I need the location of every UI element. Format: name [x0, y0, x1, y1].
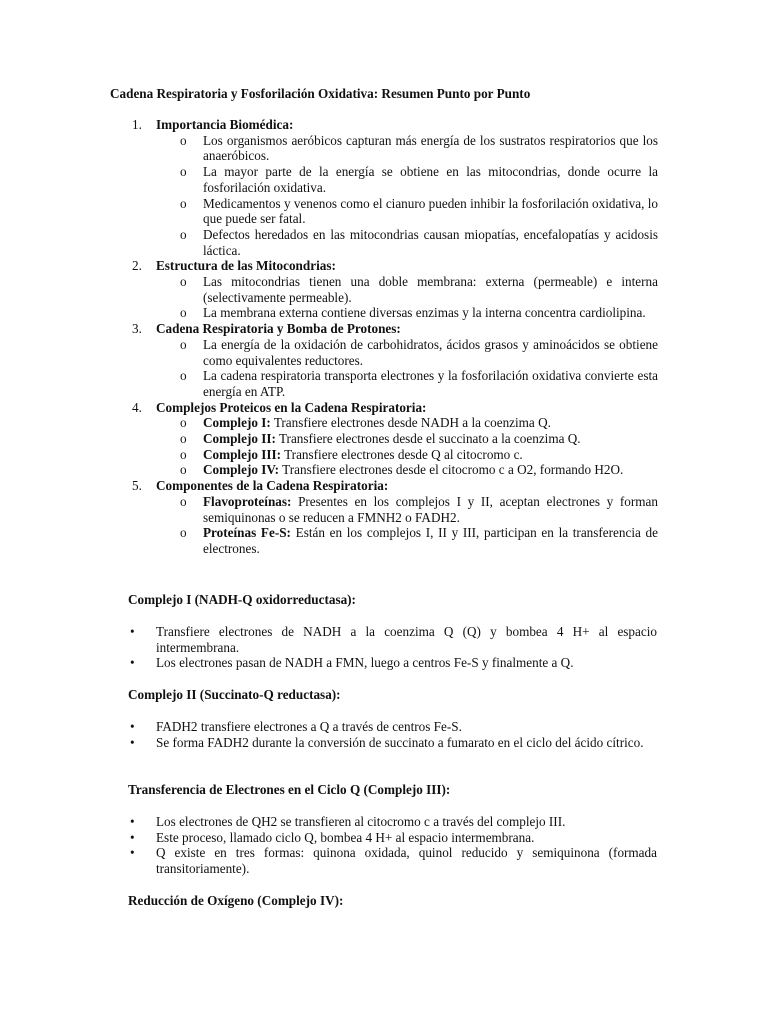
sub-list-body: Presentes en los complejos I y II, aceptan electrones y forman semiquinonas o se reducen a FMNH2 o FADH2.	[203, 493, 658, 525]
list-item-title: Cadena Respiratoria y Bomba de Protones:	[156, 321, 401, 337]
sub-list-marker: o	[180, 226, 187, 242]
sub-list-marker: o	[180, 431, 187, 446]
list-item-title: Complejos Proteicos en la Cadena Respiratoria:	[156, 399, 427, 415]
list-item-heading	[0, 400, 768, 416]
sub-list-item	[0, 196, 768, 227]
sub-list-marker: o	[180, 305, 187, 321]
bullet-list-item	[0, 624, 768, 655]
sub-list-item	[0, 494, 768, 525]
sub-list-text	[203, 196, 658, 227]
sub-list-item	[0, 164, 768, 195]
sub-list-text	[203, 462, 658, 478]
bullet-list-complejo-i	[0, 624, 768, 671]
bullet-icon: •	[130, 719, 135, 734]
section-heading-complejo-i: Complejo I (NADH-Q oxidorreductasa):	[128, 592, 356, 607]
sub-list-marker: o	[180, 132, 187, 148]
sub-list-item	[0, 305, 768, 321]
sub-list-marker: o	[180, 446, 187, 462]
bullet-list-item	[0, 845, 768, 876]
sub-list-item	[0, 227, 768, 258]
section-heading-reduccion-oxigeno: Reducción de Oxígeno (Complejo IV):	[128, 893, 344, 908]
sub-list-text	[203, 274, 658, 305]
bullet-list-item	[0, 719, 768, 735]
sub-list-marker: o	[180, 336, 187, 352]
sub-list-term: Flavoproteínas:	[203, 493, 292, 509]
sub-list-body: Medicamentos y venenos como el cianuro pueden inhibir la fosforilación oxidativa, lo que puede ser fatal.	[203, 195, 658, 227]
list-item-number: 5.	[132, 478, 142, 494]
sub-list-term: Complejo IV:	[203, 462, 280, 478]
bullet-icon: •	[130, 734, 135, 750]
sub-list-text	[203, 431, 658, 447]
list-item-number: 2.	[132, 258, 142, 274]
sub-list-marker: o	[180, 415, 187, 431]
list-item-title: Componentes de la Cadena Respiratoria:	[156, 478, 389, 494]
bullet-text: Se forma FADH2 durante la conversión de succinato a fumarato en el ciclo del ácido cítrico.	[156, 734, 644, 750]
sub-list-body: Defectos heredados en las mitocondrias causan miopatías, encefalopatías y acidosis láctica.	[203, 226, 658, 258]
list-item-heading	[0, 478, 768, 494]
bullet-list-complejo-ii	[0, 719, 768, 750]
sub-list-body: Los organismos aeróbicos capturan más energía de los sustratos respiratorios que los anaeróbicos.	[203, 132, 658, 164]
sub-list-text	[203, 447, 658, 463]
sub-list-text	[203, 337, 658, 368]
sub-list-body: Transfiere electrones desde Q al citocromo c.	[281, 446, 523, 462]
sub-list-item	[0, 337, 768, 368]
bullet-text: Transfiere electrones de NADH a la coenzima Q (Q) y bombea 4 H+ al espacio intermembrana.	[156, 624, 657, 655]
sub-list-term: Proteínas Fe-S:	[203, 525, 291, 541]
list-item-title: Estructura de las Mitocondrias:	[156, 258, 336, 274]
sub-list-body: La energía de la oxidación de carbohidratos, ácidos grasos y aminoácidos se obtiene como equivalentes reductores.	[203, 336, 658, 368]
bullet-icon: •	[130, 655, 135, 671]
bullet-text: FADH2 transfiere electrones a Q a través de centros Fe-S.	[156, 719, 462, 734]
sub-list-item	[0, 525, 768, 556]
sub-list-item	[0, 447, 768, 463]
sub-list-text	[203, 305, 658, 321]
bullet-icon: •	[130, 845, 135, 861]
section-heading-complejo-ii: Complejo II (Succinato-Q reductasa):	[128, 687, 341, 702]
sub-list-marker: o	[180, 525, 187, 541]
sub-list-text	[203, 415, 658, 431]
sub-list-text	[203, 494, 658, 525]
bullet-text: Los electrones de QH2 se transfieren al citocromo c a través del complejo III.	[156, 814, 566, 829]
list-item-heading	[0, 258, 768, 274]
sub-list-body: La mayor parte de la energía se obtiene en las mitocondrias, donde ocurre la fosforilación oxidativa.	[203, 164, 658, 195]
sub-list-term: Complejo III:	[203, 446, 282, 462]
sub-list-item	[0, 462, 768, 478]
sub-list-term: Complejo II:	[203, 431, 276, 446]
bullet-text: Este proceso, llamado ciclo Q, bombea 4 H+ al espacio intermembrana.	[156, 829, 535, 845]
sub-list-marker: o	[180, 368, 187, 384]
bullet-list-item	[0, 814, 768, 830]
sub-list-text	[203, 133, 658, 164]
sub-list-body: Transfiere electrones desde NADH a la coenzima Q.	[270, 415, 551, 431]
sub-list-marker: o	[180, 164, 187, 180]
list-item-heading	[0, 117, 768, 133]
sub-list-body: La cadena respiratoria transporta electrones y la fosforilación oxidativa convierte esta energía en ATP.	[203, 368, 658, 399]
sub-list-item	[0, 274, 768, 305]
bullet-list-item	[0, 655, 768, 671]
section-heading-ciclo-q: Transferencia de Electrones en el Ciclo Q (Complejo III):	[128, 782, 451, 797]
sub-list-body: Transfiere electrones desde el citocromo c a O2, formando H2O.	[279, 462, 624, 478]
sub-list-text	[203, 227, 658, 258]
sub-list-item	[0, 431, 768, 447]
sub-list-body: Están en los complejos I, II y III, participan en la transferencia de electrones.	[203, 525, 658, 556]
sub-list-term: Complejo I:	[203, 415, 271, 431]
bullet-icon: •	[130, 829, 135, 845]
sub-list-item	[0, 368, 768, 399]
sub-list-body: La membrana externa contiene diversas enzimas y la interna concentra cardiolipina.	[203, 305, 646, 321]
bullet-list-item	[0, 735, 768, 751]
document-title: Cadena Respiratoria y Fosforilación Oxidativa: Resumen Punto por Punto	[110, 86, 531, 101]
sub-list-body: Las mitocondrias tienen una doble membrana: externa (permeable) e interna (selectivamente permeable).	[203, 274, 658, 305]
list-item-number: 1.	[132, 117, 142, 132]
sub-list-marker: o	[180, 462, 187, 478]
sub-list-item	[0, 133, 768, 164]
bullet-text: Los electrones pasan de NADH a FMN, luego a centros Fe-S y finalmente a Q.	[156, 655, 574, 671]
sub-list-item	[0, 415, 768, 431]
list-item-number: 4.	[132, 399, 142, 415]
sub-list-marker: o	[180, 274, 187, 289]
bullet-list-item	[0, 830, 768, 846]
list-item-number: 3.	[132, 321, 142, 337]
sub-list-body: Transfiere electrones desde el succinato a la coenzima Q.	[275, 431, 581, 446]
bullet-text: Q existe en tres formas: quinona oxidada, quinol reducido y semiquinona (formada transitoriamente).	[156, 845, 657, 877]
sub-list-text	[203, 525, 658, 556]
list-item-heading	[0, 321, 768, 337]
numbered-list	[0, 117, 768, 557]
bullet-list-ciclo-q	[0, 814, 768, 877]
bullet-icon: •	[130, 814, 135, 829]
sub-list-text	[203, 164, 658, 195]
sub-list-text	[203, 368, 658, 399]
list-item-title: Importancia Biomédica:	[156, 117, 294, 132]
bullet-icon: •	[130, 624, 135, 639]
sub-list-marker: o	[180, 493, 187, 509]
sub-list-marker: o	[180, 195, 187, 211]
